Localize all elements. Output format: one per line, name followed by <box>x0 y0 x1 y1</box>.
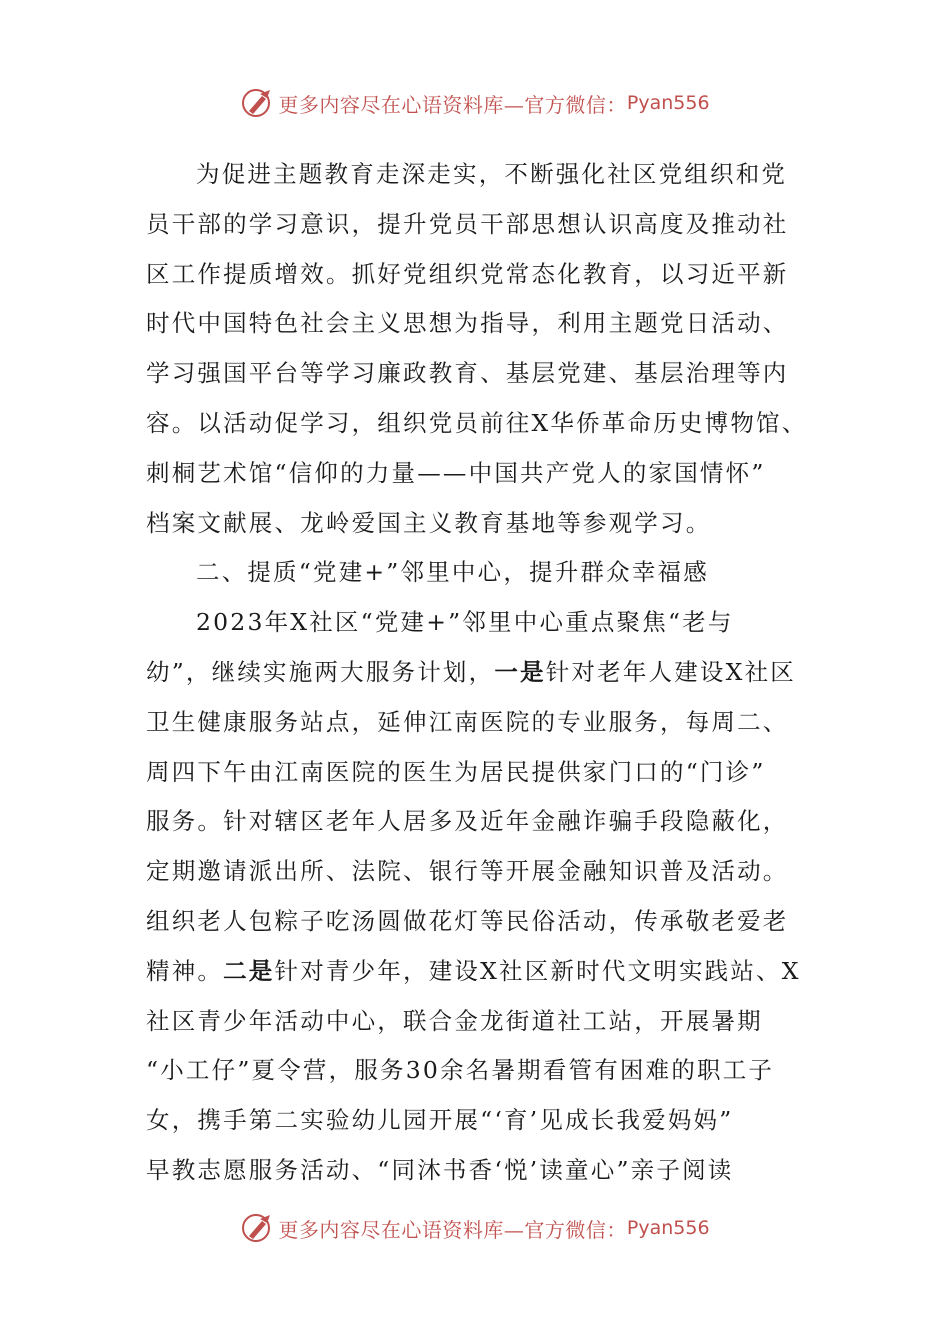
watermark-text: 更多内容尽在心语资料库—官方微信： <box>278 92 627 117</box>
text-line: 服务。针对辖区老年人居多及近年金融诈骗手段隐蔽化， <box>146 807 789 836</box>
text-line: 员干部的学习意识，提升党员干部思想认识高度及推动社 <box>146 209 789 238</box>
text-line: 为促进主题教育走深走实，不断强化社区党组织和党 <box>196 160 788 188</box>
watermark-wechat-id: Pyan556 <box>626 1217 710 1239</box>
text-line: 早教志愿服务活动、“同沐书香‘悦’读童心”亲子阅读 <box>146 1155 734 1184</box>
text-line: 组织老人包粽子吃汤圆做花灯等民俗活动，传承敬老爱老 <box>146 906 789 935</box>
text-span: 幼”，继续实施两大服务计划， <box>146 657 495 686</box>
text-line <box>146 947 810 997</box>
bold-marker: 二是 <box>223 956 275 985</box>
text-span: 精神。 <box>146 956 224 985</box>
text-line <box>146 648 810 698</box>
text-line: 2023年X社区“党建+”邻里中心重点聚焦“老与 <box>196 608 734 637</box>
document-body <box>146 150 810 1196</box>
text-line: 卫生健康服务站点，延伸江南医院的专业服务，每周二、 <box>146 707 789 736</box>
header-watermark <box>0 86 950 120</box>
text-line: 周四下午由江南医院的医生为居民提供家门口的“门诊” <box>146 757 766 786</box>
text-line: 社区青少年活动中心，联合金龙街道社工站，开展暑期 <box>146 1006 763 1035</box>
text-line: 定期邀请派出所、法院、银行等开展金融知识普及活动。 <box>146 857 789 886</box>
text-line: “小工仔”夏令营，服务30余名暑期看管有困难的职工子 <box>146 1056 775 1085</box>
text-line: 区工作提质增效。抓好党组织党常态化教育，以习近平新 <box>146 259 789 288</box>
text-line: 学习强国平台等学习廉政教育、基层党建、基层治理等内 <box>146 359 789 388</box>
section-heading: 二、提质“党建+”邻里中心，提升群众幸福感 <box>196 558 709 587</box>
text-span: 针对青少年，建设X社区新时代文明实践站、X <box>274 956 801 985</box>
watermark-wechat-id: Pyan556 <box>626 92 710 114</box>
pen-logo-icon <box>240 86 274 120</box>
text-span: 针对老年人建设X社区 <box>545 657 796 686</box>
footer-watermark <box>0 1211 950 1245</box>
text-line: 女，携手第二实验幼儿园开展“‘育’见成长我爱妈妈” <box>146 1106 734 1135</box>
pen-logo-icon <box>240 1211 274 1245</box>
text-line: 刺桐艺术馆“信仰的力量——中国共产党人的家国情怀” <box>146 458 766 487</box>
bold-marker: 一是 <box>494 657 546 686</box>
watermark-text: 更多内容尽在心语资料库—官方微信： <box>278 1217 627 1242</box>
text-line: 容。以活动促学习，组织党员前往X华侨革命历史博物馆、 <box>146 408 808 437</box>
text-line: 档案文献展、龙岭爱国主义教育基地等参观学习。 <box>146 508 712 537</box>
text-line: 时代中国特色社会主义思想为指导，利用主题党日活动、 <box>146 309 789 338</box>
